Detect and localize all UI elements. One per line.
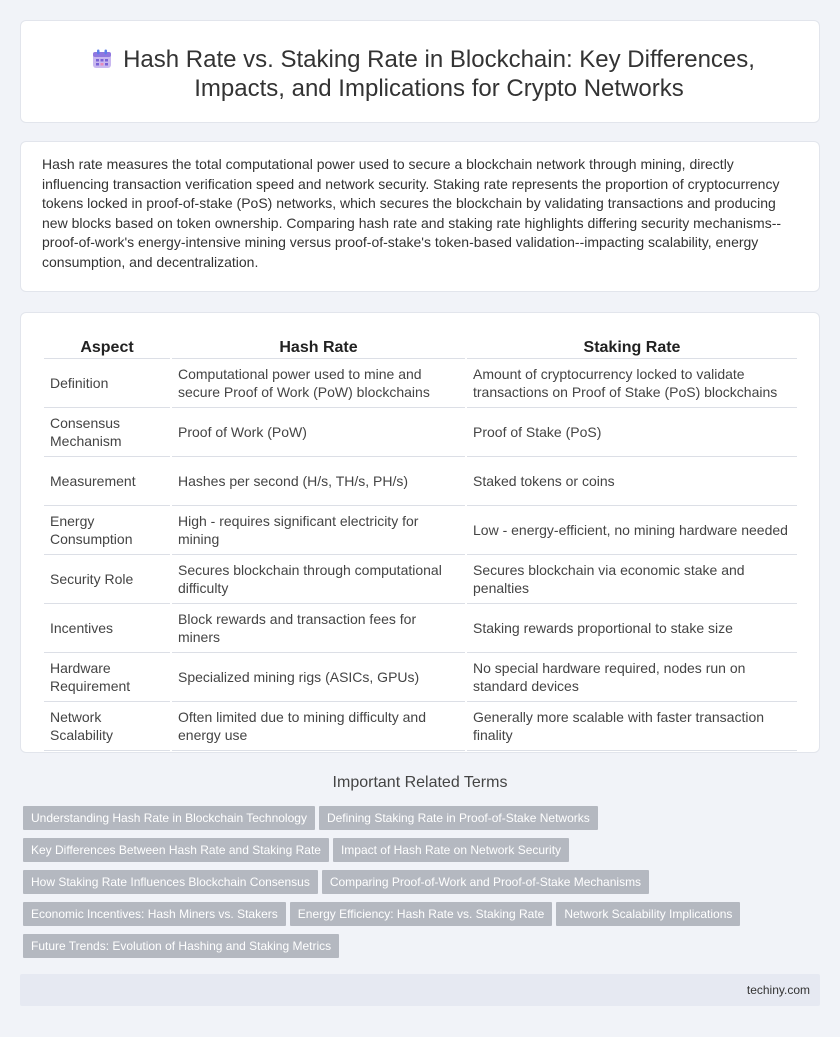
cell-aspect: Energy Consumption bbox=[44, 506, 170, 555]
cell-staking-rate: Staked tokens or coins bbox=[467, 457, 797, 506]
tag-row bbox=[23, 806, 823, 838]
header-staking-rate: Staking Rate bbox=[467, 334, 797, 359]
related-term-tag[interactable]: Understanding Hash Rate in Blockchain Technology bbox=[23, 806, 315, 830]
related-term-tag[interactable]: Comparing Proof-of-Work and Proof-of-Stake Mechanisms bbox=[322, 870, 649, 894]
cell-staking-rate: Secures blockchain via economic stake and penalties bbox=[467, 555, 797, 604]
cell-staking-rate: Amount of cryptocurrency locked to validate transactions on Proof of Stake (PoS) blockchains bbox=[467, 359, 797, 408]
table-header-row bbox=[44, 334, 797, 359]
tag-row bbox=[23, 934, 823, 966]
related-term-tag[interactable]: Future Trends: Evolution of Hashing and Staking Metrics bbox=[23, 934, 339, 958]
cell-aspect: Definition bbox=[44, 359, 170, 408]
related-term-tag[interactable]: Economic Incentives: Hash Miners vs. Stakers bbox=[23, 902, 286, 926]
table-row bbox=[44, 555, 797, 604]
cell-hash-rate: High - requires significant electricity for mining bbox=[172, 506, 465, 555]
cell-aspect: Security Role bbox=[44, 555, 170, 604]
cell-aspect: Incentives bbox=[44, 604, 170, 653]
cell-hash-rate: Computational power used to mine and secure Proof of Work (PoW) blockchains bbox=[172, 359, 465, 408]
page-title: Hash Rate vs. Staking Rate in Blockchain: Key Differences, Impacts, and Implications for Crypto Networks bbox=[123, 46, 755, 102]
cell-hash-rate: Block rewards and transaction fees for miners bbox=[172, 604, 465, 653]
comparison-table-card bbox=[20, 312, 820, 753]
cell-aspect: Hardware Requirement bbox=[44, 653, 170, 702]
related-term-tag[interactable]: Network Scalability Implications bbox=[556, 902, 740, 926]
cell-staking-rate: Proof of Stake (PoS) bbox=[467, 408, 797, 457]
cell-staking-rate: Low - energy-efficient, no mining hardware needed bbox=[467, 506, 797, 555]
cell-aspect: Network Scalability bbox=[44, 702, 170, 751]
cell-hash-rate: Hashes per second (H/s, TH/s, PH/s) bbox=[172, 457, 465, 506]
title-card bbox=[20, 20, 820, 123]
intro-card bbox=[20, 141, 820, 292]
footer bbox=[20, 974, 820, 1006]
footer-site-link[interactable]: techiny.com bbox=[746, 983, 810, 997]
cell-hash-rate: Often limited due to mining difficulty and energy use bbox=[172, 702, 465, 751]
table-row bbox=[44, 408, 797, 457]
header-aspect: Aspect bbox=[44, 334, 170, 359]
table-row bbox=[44, 604, 797, 653]
related-terms-heading: Important Related Terms bbox=[332, 774, 508, 791]
tag-row bbox=[23, 902, 823, 934]
cell-staking-rate: No special hardware required, nodes run on standard devices bbox=[467, 653, 797, 702]
tag-row bbox=[23, 870, 823, 902]
related-terms-list bbox=[23, 806, 823, 966]
cell-hash-rate: Proof of Work (PoW) bbox=[172, 408, 465, 457]
table-row bbox=[44, 702, 797, 751]
related-term-tag[interactable]: Energy Efficiency: Hash Rate vs. Staking Rate bbox=[290, 902, 553, 926]
related-term-tag[interactable]: Key Differences Between Hash Rate and Staking Rate bbox=[23, 838, 329, 862]
table-row bbox=[44, 359, 797, 408]
related-term-tag[interactable]: Defining Staking Rate in Proof-of-Stake Networks bbox=[319, 806, 598, 830]
cell-aspect: Measurement bbox=[44, 457, 170, 506]
intro-paragraph: Hash rate measures the total computational power used to secure a blockchain network through mining, directly influencing transaction verification speed and network security. Staking rate represents the proportion of cryptocurrency tokens locked in proof-of-stake (PoS) networks, which secures the blockchain by validating transactions and producing new blocks based on token ownership. Comparing hash rate and staking rate highlights differing security mechanisms--proof-of-work's energy-intensive mining versus proof-of-stake's token-based validation--impacting scalability, energy consumption, and decentralization. bbox=[42, 156, 782, 270]
cell-aspect: Consensus Mechanism bbox=[44, 408, 170, 457]
related-term-tag[interactable]: Impact of Hash Rate on Network Security bbox=[333, 838, 569, 862]
cell-hash-rate: Secures blockchain through computational difficulty bbox=[172, 555, 465, 604]
table-row bbox=[44, 653, 797, 702]
header-hash-rate: Hash Rate bbox=[172, 334, 465, 359]
tag-row bbox=[23, 838, 823, 870]
cell-staking-rate: Staking rewards proportional to stake size bbox=[467, 604, 797, 653]
cell-staking-rate: Generally more scalable with faster transaction finality bbox=[467, 702, 797, 751]
comparison-table bbox=[42, 334, 799, 751]
table-row bbox=[44, 506, 797, 555]
related-term-tag[interactable]: How Staking Rate Influences Blockchain Consensus bbox=[23, 870, 318, 894]
table-row bbox=[44, 457, 797, 506]
cell-hash-rate: Specialized mining rigs (ASICs, GPUs) bbox=[172, 653, 465, 702]
